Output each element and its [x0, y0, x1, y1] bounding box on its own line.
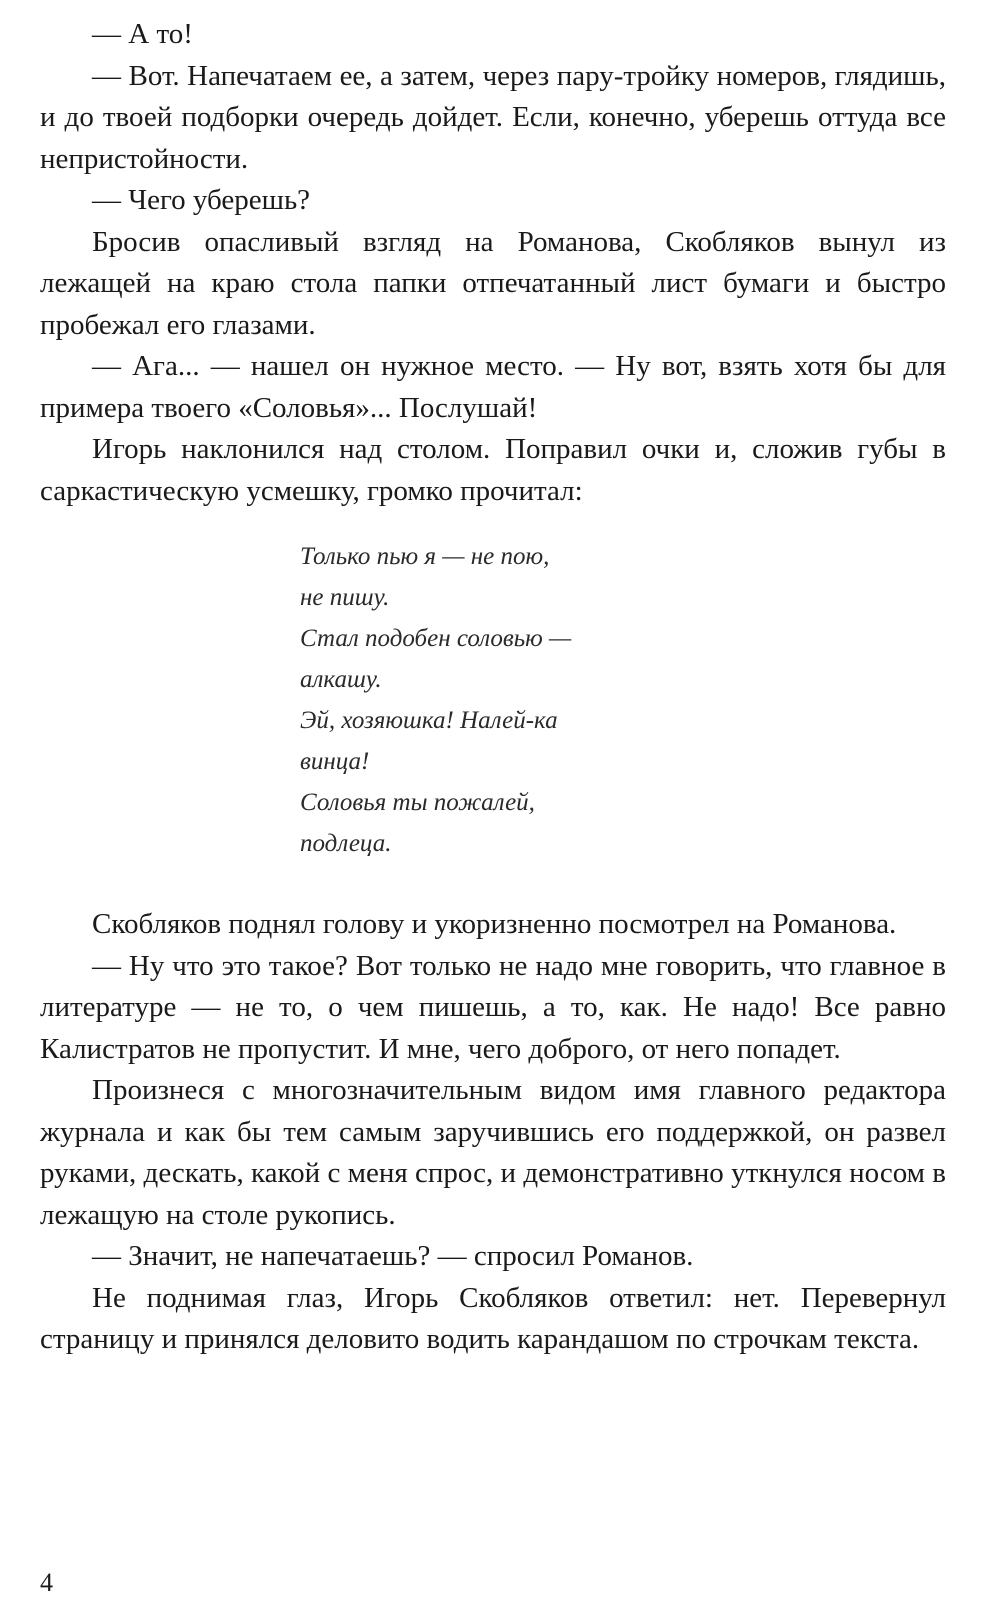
paragraph: Не поднимая глаз, Игорь Скобляков ответил: нет. Перевернул страницу и принялся деловито водить карандашом по строчкам текста. [40, 1281, 946, 1355]
book-page [40, 14, 946, 1361]
paragraph: — Ну что это такое? Вот только не надо мне говорить, что главное в литературе — не то, о чем пишешь, а то, как. Не надо! Все равно Калистратов не пропустит. И мне, чего доброго, от него попадет. [40, 949, 946, 1065]
page-number: 4 [40, 1568, 53, 1597]
poem-line: винца! [300, 748, 370, 775]
poem-block [300, 536, 946, 864]
poem-line: Стал подобен соловью — [300, 625, 572, 652]
paragraph: Скобляков поднял голову и укоризненно посмотрел на Романова. [92, 908, 897, 940]
paragraph: Бросив опасливый взгляд на Романова, Скобляков вынул из лежащей на краю стола папки отпечатанный лист бумаги и быстро пробежал его глазами. [40, 225, 946, 341]
paragraph: Произнеся с многозначительным видом имя главного редактора журнала и как бы тем самым заручившись его поддержкой, он развел руками, дескать, какой с меня спрос, и демонстративно уткнулся носом в лежащую на столе рукопись. [40, 1074, 946, 1231]
poem-line: подлеца. [300, 830, 392, 857]
paragraph: — Чего уберешь? [92, 184, 311, 216]
paragraph: Игорь наклонился над столом. Поправил очки и, сложив губы в саркастическую усмешку, громко прочитал: [40, 433, 946, 507]
poem-line: алкашу. [300, 666, 382, 693]
poem-line: не пишу. [300, 584, 390, 611]
poem-line: Соловья ты пожалей, [300, 789, 535, 816]
paragraph: — А то! [92, 18, 193, 50]
poem-line: Только пью я — не пою, [300, 543, 550, 570]
paragraph: — Вот. Напечатаем ее, а затем, через пару-тройку номеров, глядишь, и до твоей подборки очередь дойдет. Если, конечно, уберешь оттуда все непристойности. [40, 59, 946, 175]
paragraph: — Значит, не напечатаешь? — спросил Романов. [92, 1240, 694, 1272]
poem-line: Эй, хозяюшка! Налей-ка [300, 707, 558, 734]
paragraph: — Ага... — нашел он нужное место. — Ну вот, взять хотя бы для примера твоего «Соловья»... Послушай! [40, 350, 946, 424]
